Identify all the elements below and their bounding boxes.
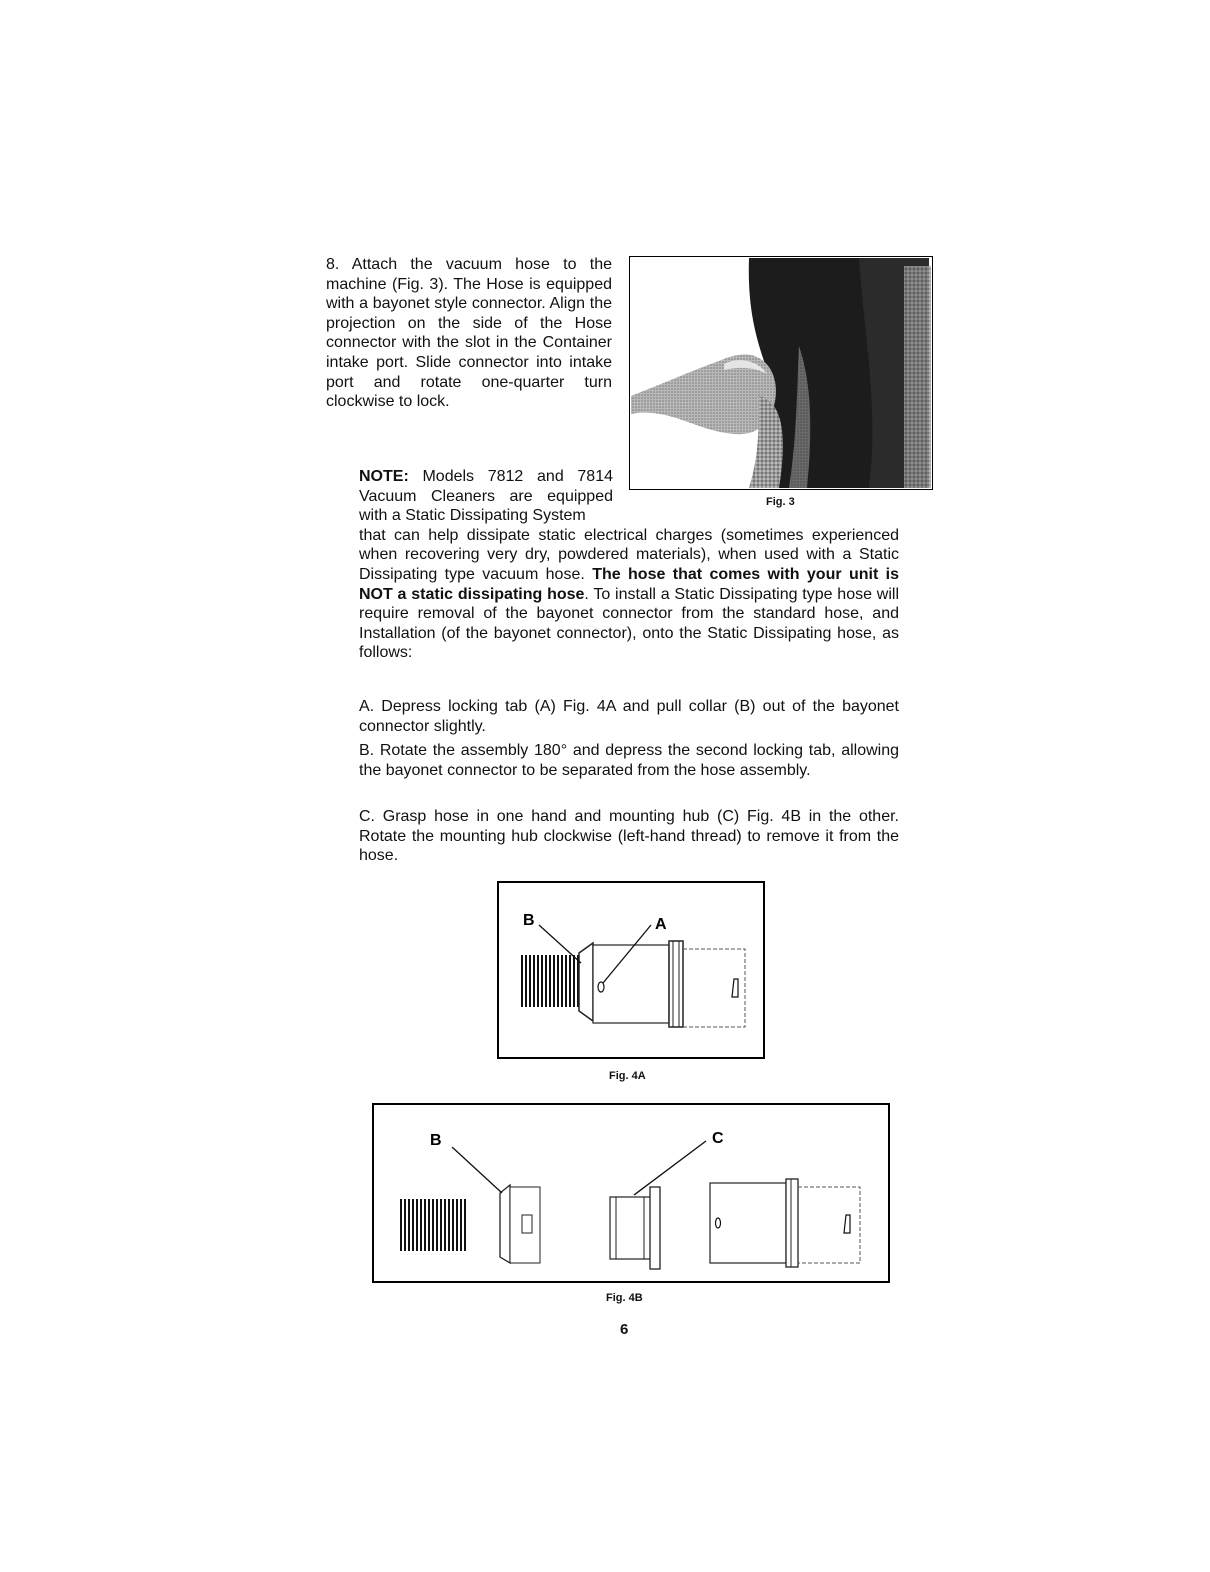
note-line1: Models 7812 and 7814 Vacuum Cleaners are equipped with a Static Dissipating System (359, 468, 613, 525)
note-bold-warning: The hose that comes with your unit is NOT a static dissipating hose (359, 565, 900, 603)
step-8-text: 8. Attach the vacuum hose to the machine (Fig. 3). The Hose is equipped with a bayonet style connector. Align the projection on the side of the Hose connector with the slot in the Container intake port. Slide connector into intake port and rotate one-quarter turn clockwise to lock. (326, 256, 612, 411)
step-c-text: C. Grasp hose in one hand and mounting hub (C) Fig. 4B in the other. Rotate the mounting hub clockwise (left-hand thread) to remove it from the hose. (359, 808, 899, 865)
note-line2: that can help dissipate static electrical charges (sometimes experienced when recovering very dry, powdered materials), when used with a Static Dissipating type vacuum hose. (359, 526, 899, 583)
hose-ribs (519, 955, 579, 1007)
step-b-text: B. Rotate the assembly 180° and depress the second locking tab, allowing the bayonet connector to be separated from the hose assembly. (359, 742, 899, 779)
fig3-caption: Fig. 3 (766, 496, 795, 508)
collar (500, 1185, 510, 1263)
locking-tab (598, 982, 604, 992)
fig4b-label-c: C (712, 1130, 724, 1147)
fig4b-diagram (372, 1103, 890, 1285)
note-label: NOTE: (359, 468, 409, 485)
fig4a-label-a: A (655, 916, 667, 933)
page-number: 6 (620, 1321, 629, 1338)
note-paragraph (359, 467, 899, 663)
fig4a-label-b: B (523, 912, 535, 929)
mounting-hub (610, 1197, 656, 1259)
hose-ribs (398, 1199, 468, 1251)
collar (579, 943, 593, 1021)
step-a-text: A. Depress locking tab (A) Fig. 4A and pull collar (B) out of the bayonet connector slightly. (359, 698, 899, 735)
note-line3: . To install a Static Dissipating type hose will require removal of the bayonet connector from the standard hose, and Installation (of the bayonet connector), onto the Static Dissipating hose, as follows: (359, 585, 900, 662)
fig3-photo (629, 256, 933, 490)
fig4a-diagram (497, 881, 767, 1061)
fig4b-caption: Fig. 4B (606, 1292, 643, 1304)
fig4a-caption: Fig. 4A (609, 1070, 646, 1082)
fig4b-label-b: B (430, 1132, 442, 1149)
